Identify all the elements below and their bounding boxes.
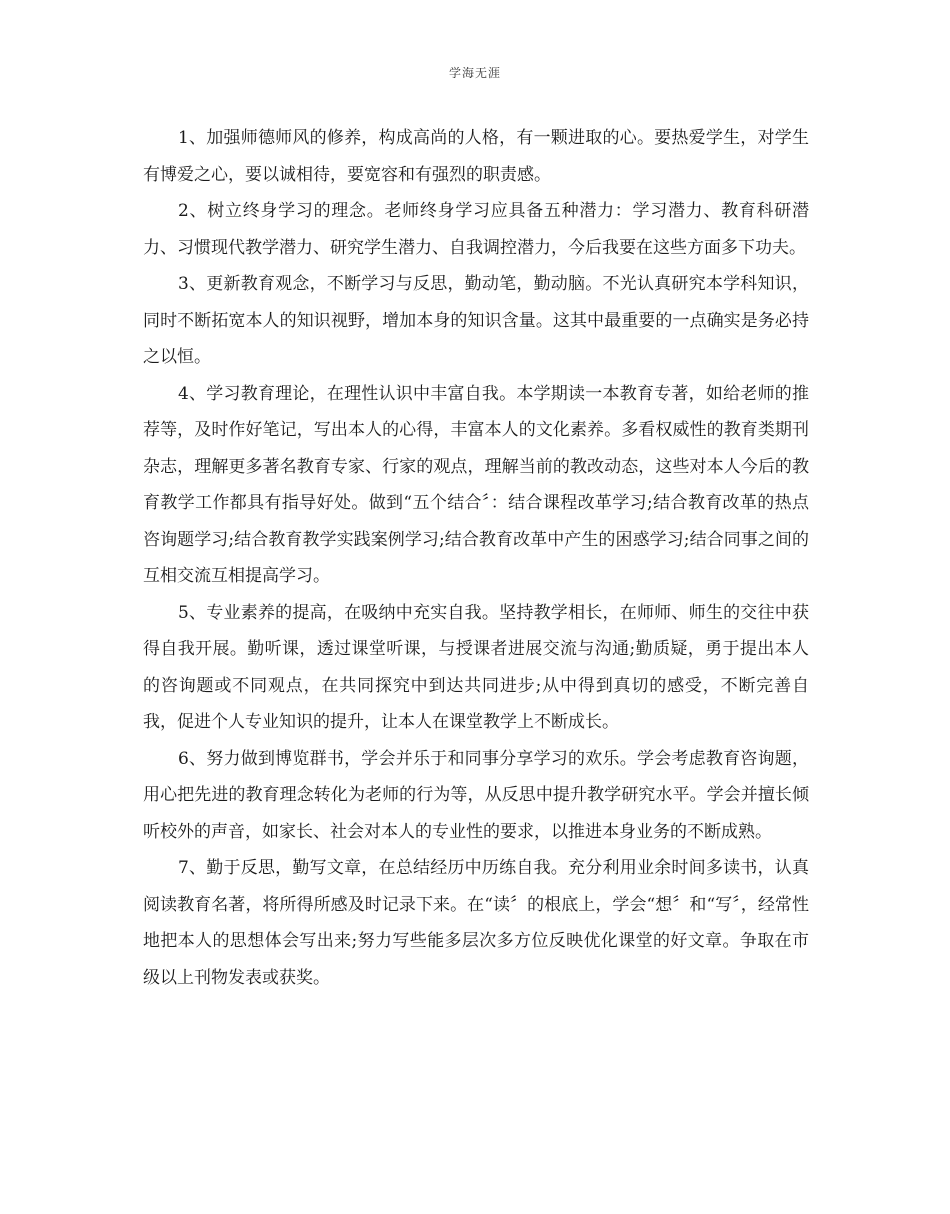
paragraph-2: 2、树立终身学习的理念。老师终身学习应具备五种潜力：学习潜力、教育科研潜力、习惯现代教学潜力、研究学生潜力、自我调控潜力，今后我要在这些方面多下功夫。 bbox=[143, 201, 809, 258]
paragraph-3: 3、更新教育观念，不断学习与反思，勤动笔，勤动脑。不光认真研究本学科知识，同时不断拓宽本人的知识视野，增加本身的知识含量。这其中最重要的一点确实是务必持之以恒。 bbox=[143, 274, 809, 367]
document-body bbox=[143, 120, 809, 996]
paragraph-1: 1、加强师德师风的修养，构成高尚的人格，有一颗进取的心。要热爱学生，对学生有博爱之心，要以诚相待，要宽容和有强烈的职责感。 bbox=[143, 128, 809, 185]
paragraph-5: 5、专业素养的提高，在吸纳中充实自我。坚持教学相长，在师师、师生的交往中获得自我开展。勤听课，透过课堂听课，与授课者进展交流与沟通;勤质疑，勇于提出本人的咨询题或不同观点，在共同探究中到达共同进步;从中得到真切的感受，不断完善自我，促进个人专业知识的提升，让本人在课堂教学上不断成长。 bbox=[143, 602, 809, 732]
paragraph-6: 6、努力做到博览群书，学会并乐于和同事分享学习的欢乐。学会考虑教育咨询题，用心把先进的教育理念转化为老师的行为等，从反思中提升教学研究水平。学会并擅长倾听校外的声音，如家长、社会对本人的专业性的要求，以推进本身业务的不断成熟。 bbox=[143, 748, 809, 842]
page-header: 学海无涯 bbox=[448, 66, 501, 80]
paragraph-4: 4、学习教育理论，在理性认识中丰富自我。本学期读一本教育专著，如给老师的推荐等，及时作好笔记，写出本人的心得，丰富本人的文化素养。多看权威性的教育类期刊杂志，理解更多著名教育专家、行家的观点，理解当前的教改动态，这些对本人今后的教育教学工作都具有指导好处。做到“五个结合〞：结合课程改革学习;结合教育改革的热点咨询题学习;结合教育教学实践案例学习;结合教育改革中产生的困惑学习;结合同事之间的互相交流互相提高学习。 bbox=[143, 383, 809, 586]
paragraph-7: 7、勤于反思，勤写文章，在总结经历中历练自我。充分利用业余时间多读书，认真阅读教育名著，将所得所感及时记录下来。在“读〞的根底上，学会“想〞和“写〞，经常性地把本人的思想体会写出来;努力写些能多层次多方位反映优化课堂的好文章。争取在市级以上刊物发表或获奖。 bbox=[143, 858, 809, 988]
